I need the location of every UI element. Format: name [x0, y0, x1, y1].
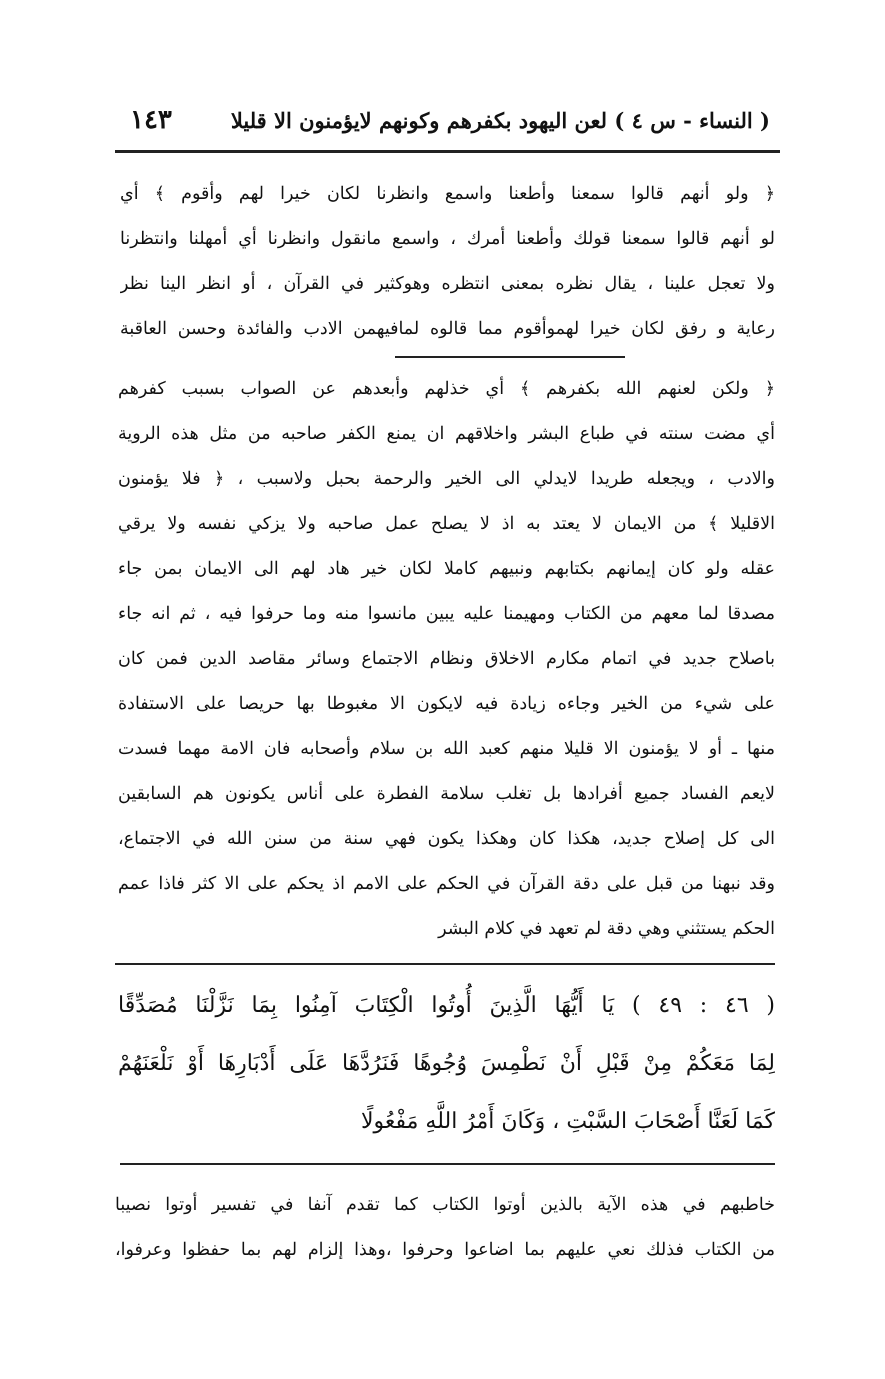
- section-divider-1: [395, 356, 625, 358]
- paragraph-1: [120, 172, 775, 352]
- paragraph-2-line: الى كل إصلاح جديد، هكذا كان وهكذا يكون فهي سنة من سنن الله في الاجتماع،: [118, 829, 775, 849]
- paragraph-3-line: خاطبهم في هذه الآية بالذين أوتوا الكتاب كما تقدم آنفا في تفسير أوتوا نصيبا: [115, 1195, 775, 1215]
- paragraph-2-line: لايعم الفساد جميع أفرادها بل تغلب سلامة الفطرة على أناس يكونون هم السابقين: [118, 784, 775, 804]
- paragraph-3-line: من الكتاب فذلك نعي عليهم بما اضاعوا وحرفوا ،وهذا إلزام لهم بما حفظوا وعرفوا،: [115, 1240, 775, 1260]
- paragraph-2-line: عقله ولو كان إيمانهم بكتابهم ونبيهم كاملا لكان خير هاد لهم الى الايمان بمن جاء: [118, 559, 775, 579]
- paragraph-2-line: منها ـ أو لا يؤمنون الا قليلا منهم كعبد الله بن سلام وأصحابه فان الامة مهما فسدت: [118, 739, 775, 759]
- paragraph-2-line: الاقليلا ﴾ من الايمان لا يعتد به اذ لا يصلح عمل صاحبه ولا يزكي نفسه ولا يرقي: [118, 514, 775, 534]
- paragraph-2-line: والادب ، ويجعله طريدا لايدلي الى الخير والرحمة بحبل ولاسبب ، ﴿ فلا يؤمنون: [118, 469, 775, 489]
- paragraph-1-line: ﴿ ولو أنهم قالوا سمعنا وأطعنا واسمع وانظرنا لكان خيرا لهم وأقوم ﴾ أي: [120, 184, 775, 204]
- header-rule: [115, 150, 780, 153]
- verse-line: لِمَا مَعَكُمْ مِنْ قَبْلِ أَنْ نَطْمِسَ وُجُوهًا فَنَرُدَّهَا عَلَى أَدْبَارِهَا أَوْ نَلْعَنَهُمْ: [118, 1051, 775, 1076]
- verse-top-rule: [115, 963, 775, 965]
- paragraph-2-line: أي مضت سنته في طباع البشر واخلاقهم ان يمنع الكفر صاحبه من مثل هذه الروية: [118, 424, 775, 444]
- verse-line: ( ٤٦ : ٤٩ ) يَا أَيُّهَا الَّذِينَ أُوتُوا الْكِتَابَ آمِنُوا بِمَا نَزَّلْنَا مُصَدِّقًا: [118, 993, 775, 1018]
- paragraph-3: [115, 1183, 775, 1273]
- paragraph-2-line: على شيء من الخير وجاءه زيادة فيه لايكون الا مغبوطا بها حريصا على الاستفادة: [118, 694, 775, 714]
- paragraph-1-line: لو أنهم قالوا سمعنا قولك وأطعنا أمرك ، واسمع مانقول وانظرنا أي أمهلنا وانتظرنا: [120, 229, 775, 249]
- quran-verse: [118, 977, 775, 1151]
- paragraph-2: [118, 367, 775, 952]
- page-header: [130, 100, 770, 140]
- paragraph-2-line: وقد نبهنا من قبل على دقة القرآن في الحكم على الامم اذ يحكم على الا كثر فاذا عمم: [118, 874, 775, 894]
- paragraph-1-line: ولا تعجل علينا ، يقال نظره بمعنى انتظره وهوكثير في القرآن ، أو انظر الينا نظر: [120, 274, 775, 294]
- verse-bottom-rule: [120, 1163, 775, 1165]
- paragraph-2-line: الحكم يستثني وهي دقة لم تعهد في كلام البشر: [438, 919, 775, 939]
- paragraph-2-line: ﴿ ولكن لعنهم الله بكفرهم ﴾ أي خذلهم وأبعدهم عن الصواب بسبب كفرهم: [118, 379, 775, 399]
- paragraph-2-line: باصلاح جديد في اتمام مكارم الاخلاق ونظام الاجتماع وسائر مقاصد الدين فمن كان: [118, 649, 775, 669]
- paragraph-1-line: رعاية و رفق لكان خيرا لهموأقوم مما قالوه لمافيهمن الادب والفائدة وحسن العاقبة: [120, 319, 775, 339]
- header-title: ( النساء - س ٤ ) لعن اليهود بكفرهم وكونهم لايؤمنون الا قليلا: [230, 107, 770, 133]
- paragraph-2-line: مصدقا لما معهم من الكتاب ومهيمنا عليه يبين مانسوا منه وما حرفوا فيه ، ثم انه جاء: [118, 604, 775, 624]
- verse-line: كَمَا لَعَنَّا أَصْحَابَ السَّبْتِ ، وَكَانَ أَمْرُ اللَّهِ مَفْعُولًا: [360, 1109, 775, 1134]
- page-number: ١٤٣: [130, 105, 172, 135]
